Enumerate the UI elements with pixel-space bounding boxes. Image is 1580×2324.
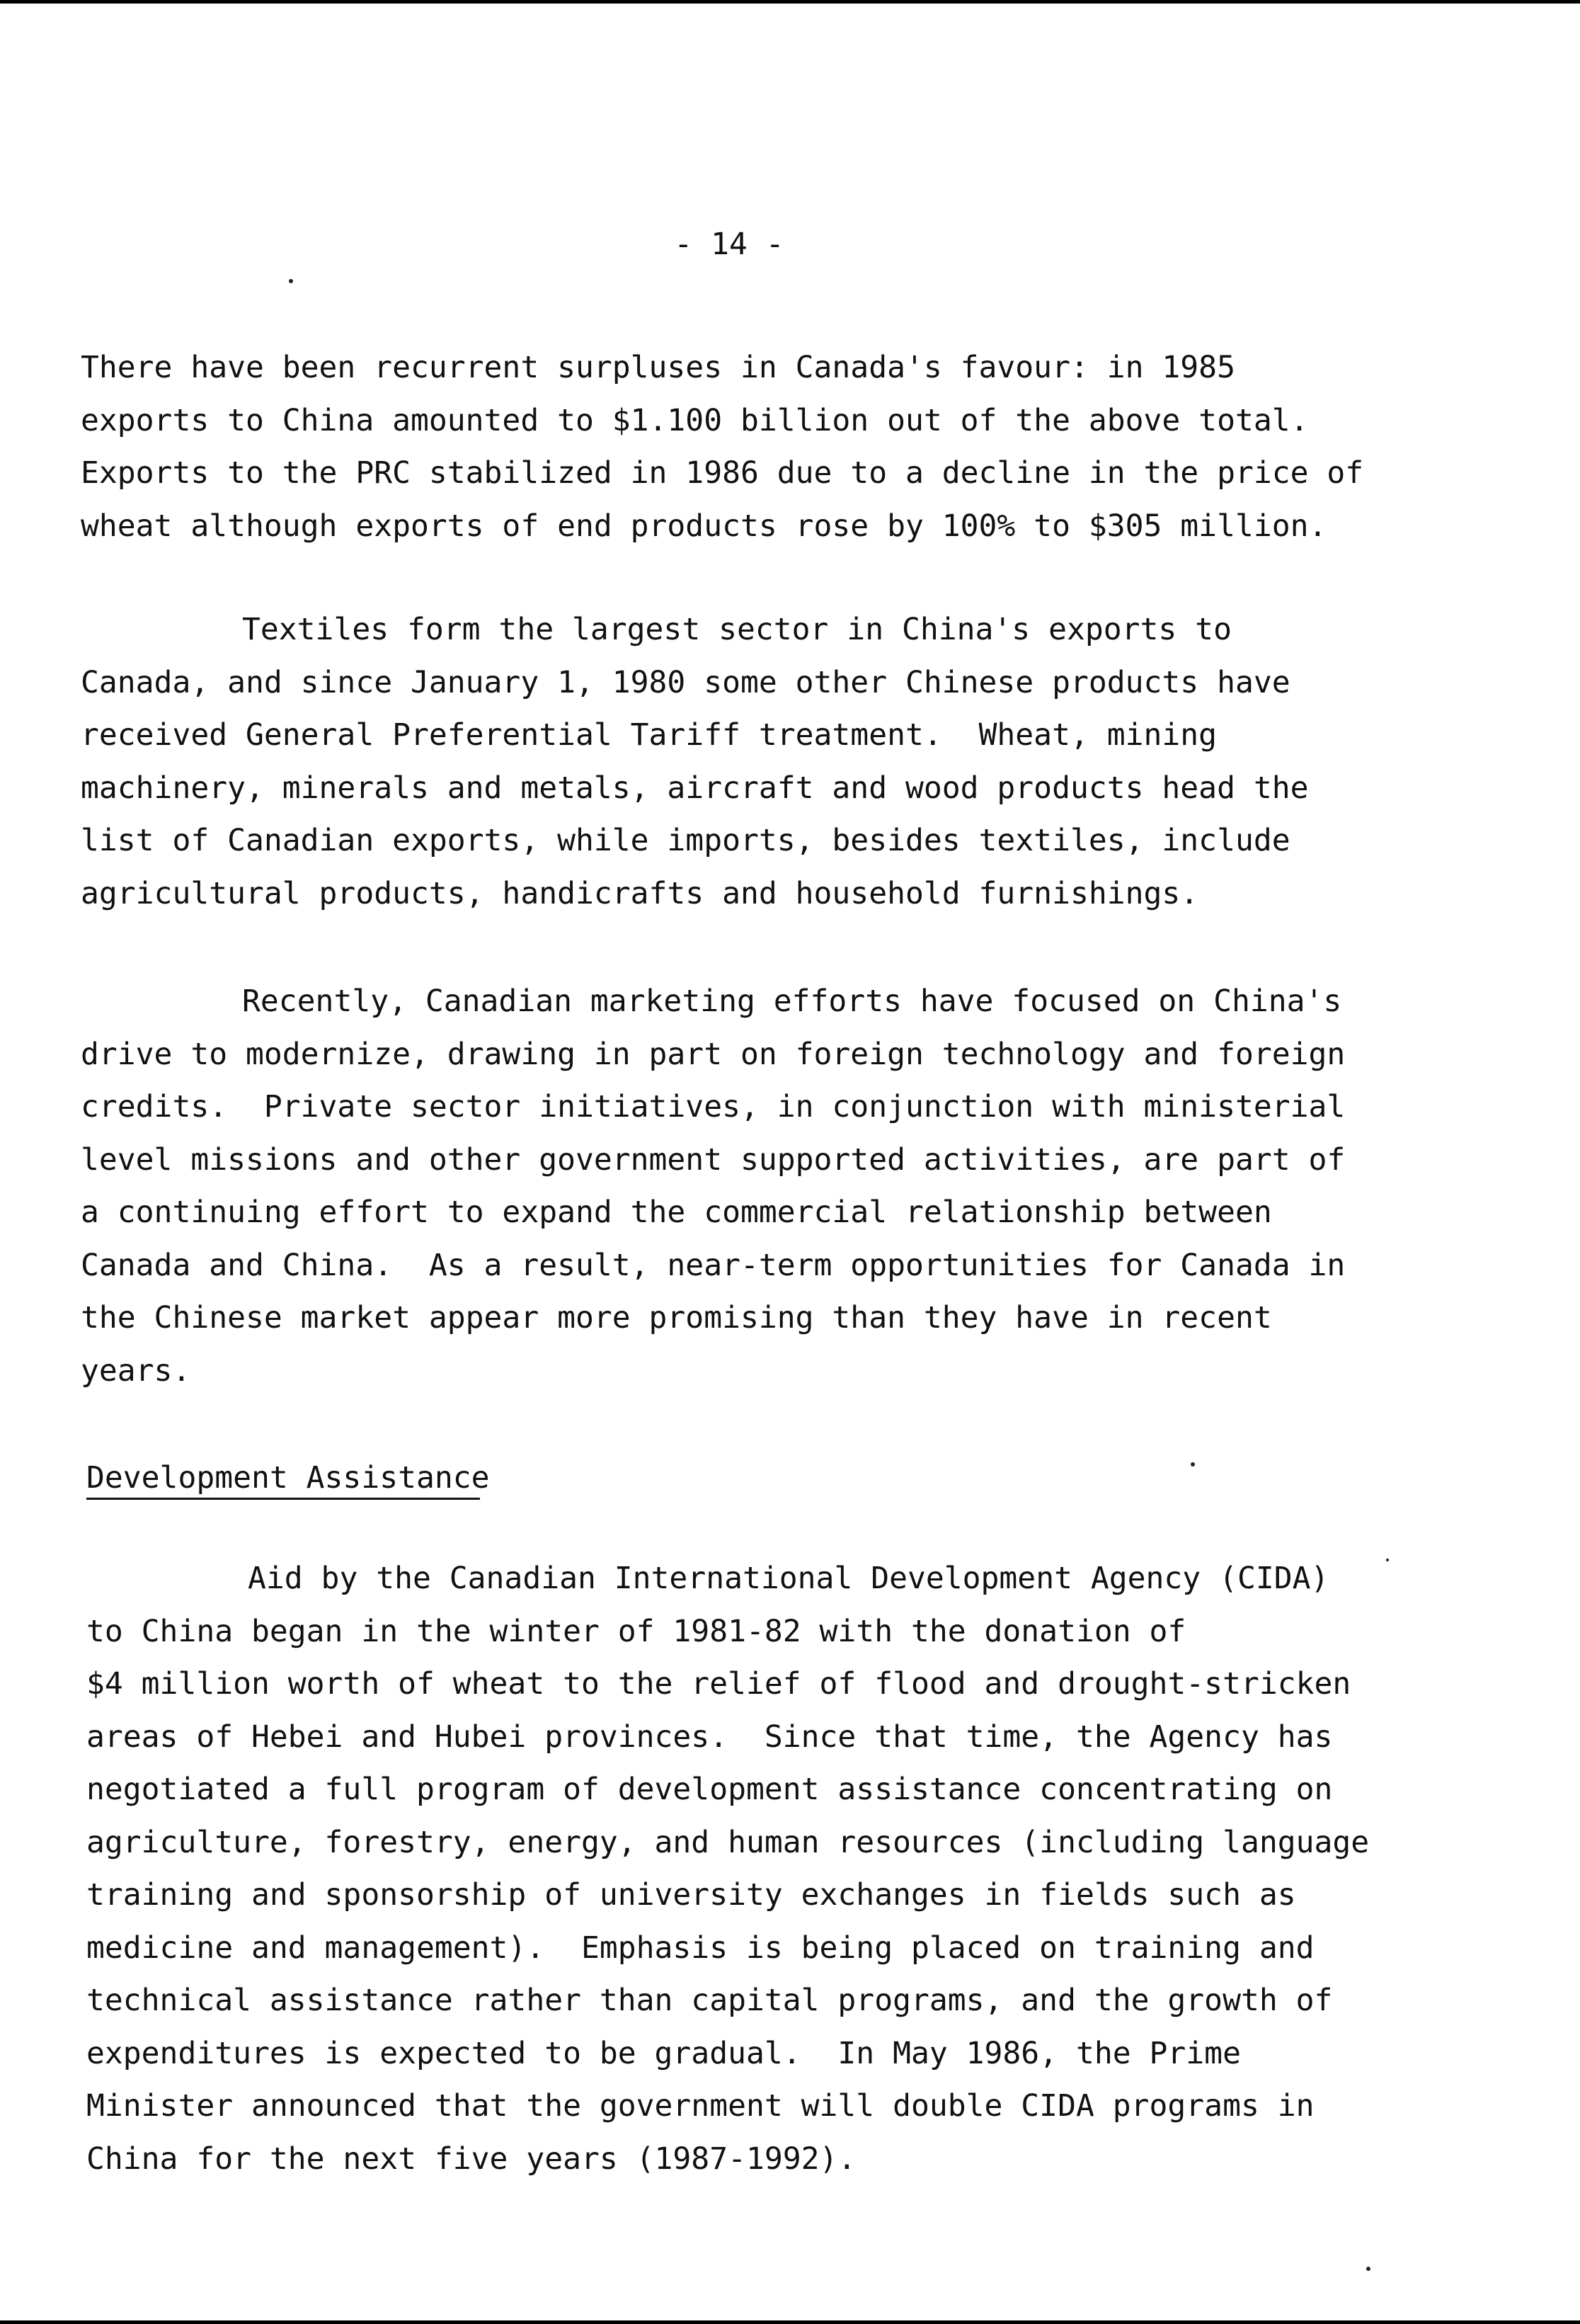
text-line: credits. Private sector initiatives, in conjunction with ministerial — [81, 1089, 1346, 1124]
text-line: agricultural products, handicrafts and household furnishings. — [81, 875, 1199, 911]
text-line: a continuing effort to expand the commercial relationship between — [81, 1195, 1272, 1230]
text-line: machinery, minerals and metals, aircraft and wood products head the — [81, 770, 1309, 806]
text-line: years. — [81, 1352, 191, 1389]
text-line: drive to modernize, drawing in part on foreign technology and foreign — [81, 1036, 1346, 1072]
scan-speck — [1191, 1462, 1195, 1466]
text-line: technical assistance rather than capital programs, and the growth of — [86, 1983, 1333, 2018]
scan-speck — [289, 279, 293, 283]
paragraph-marketing-efforts — [81, 975, 1383, 1397]
page-number: - 14 - — [674, 227, 784, 262]
text-line: Minister announced that the government will double CIDA programs in — [86, 2088, 1315, 2124]
section-heading: Development Assistance — [86, 1460, 490, 1496]
paragraph-trade-surpluses — [81, 341, 1383, 552]
text-line: There have been recurrent surpluses in Canada's favour: in 1985 — [81, 350, 1235, 385]
text-line: expenditures is expected to be gradual. In May 1986, the Prime — [86, 2035, 1241, 2071]
heading-underline — [86, 1498, 480, 1500]
text-line: Canada, and since January 1, 1980 some other Chinese products have — [81, 664, 1290, 700]
scan-speck — [1386, 1559, 1389, 1561]
text-line: Aid by the Canadian International Development Agency (CIDA) — [248, 1561, 1329, 1596]
paragraph-textiles-exports — [81, 603, 1383, 920]
text-line: medicine and management). Emphasis is being placed on training and — [86, 1930, 1315, 1966]
text-line: China for the next five years (1987-1992). — [86, 2141, 857, 2177]
text-line: Recently, Canadian marketing efforts have focused on China's — [242, 984, 1342, 1019]
text-line: Textiles form the largest sector in China's exports to — [242, 612, 1232, 647]
text-line: level missions and other government supported activities, are part of — [81, 1141, 1346, 1178]
text-line: Exports to the PRC stabilized in 1986 due to a decline in the price of — [81, 455, 1364, 491]
text-line: agriculture, forestry, energy, and human resources (including language — [86, 1824, 1370, 1860]
text-line: wheat although exports of end products rose by 100% to $305 million. — [81, 508, 1327, 544]
text-line: received General Preferential Tariff treatment. Wheat, mining — [81, 717, 1218, 753]
scan-speck — [1366, 2267, 1370, 2271]
text-line: list of Canadian exports, while imports, besides textiles, include — [81, 823, 1290, 858]
paragraph-development-assistance — [86, 1552, 1389, 2185]
text-line: $4 million worth of wheat to the relief of flood and drought-stricken — [86, 1666, 1351, 1702]
text-line: Canada and China. As a result, near-term opportunities for Canada in — [81, 1247, 1346, 1283]
text-line: negotiated a full program of development assistance concentrating on — [86, 1772, 1333, 1807]
text-line: areas of Hebei and Hubei provinces. Since that time, the Agency has — [86, 1719, 1333, 1755]
text-line: the Chinese market appear more promising than they have in recent — [81, 1300, 1272, 1335]
text-line: exports to China amounted to $1.100 billion out of the above total. — [81, 402, 1309, 438]
text-line: to China began in the winter of 1981-82 with the donation of — [86, 1613, 1186, 1649]
text-line: training and sponsorship of university exchanges in fields such as — [86, 1877, 1296, 1913]
